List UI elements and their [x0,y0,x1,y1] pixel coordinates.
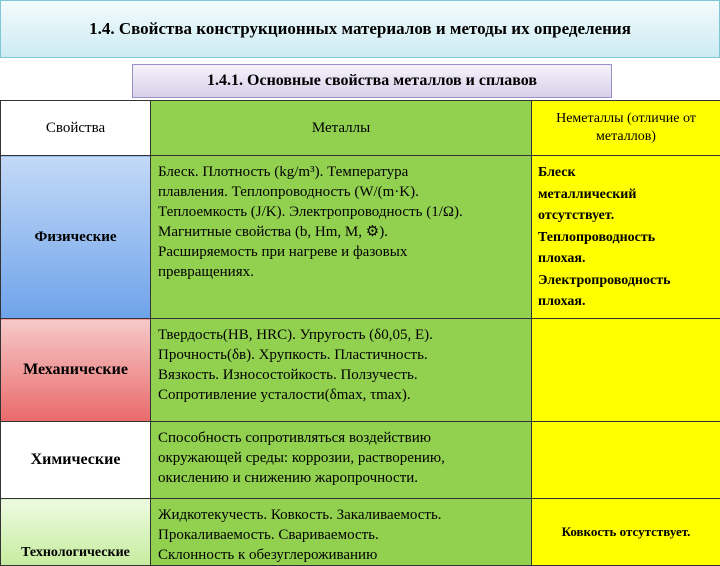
nonmetals-text: Ковкость отсутствует. [562,524,691,539]
category-cell [1,422,151,499]
text-line: Вязкость. Износостойкость. Ползучесть. [158,365,527,385]
metals-cell [151,499,532,566]
text-line: Теплоемкость (J/K). Электропроводность (1/Ω). [158,202,527,222]
page-title: 1.4. Свойства конструкционных материалов и методы их определения [0,0,720,58]
column-header-nonmetals [532,101,720,156]
metals-cell [151,156,532,319]
text-line: превращениях. [158,262,527,282]
text-line: окружающей среды: коррозии, растворению, [158,448,527,468]
category-cell [1,499,151,566]
table-row [1,499,720,566]
nonmetals-cell [532,499,720,566]
nonmetals-cell [532,319,720,422]
text-line: Сопротивление усталости(δmax, τmax). [158,385,527,405]
category-cell [1,319,151,422]
column-header-properties: Свойства [1,101,151,156]
category-label: Химические [31,451,121,468]
text-line: Блеск [538,162,718,184]
text-line: металлический [538,184,718,206]
section-subtitle: 1.4.1. Основные свойства металлов и сплавов [132,64,612,98]
text-line: Жидкотекучесть. Ковкость. Закаливаемость. [158,505,527,525]
text-line: плавления. Теплопроводность (W/(m·K). [158,182,527,202]
text-line: Расширяемость при нагреве и фазовых [158,242,527,262]
text-line: Электропроводность [538,270,718,292]
category-label: Механические [23,361,128,378]
table-row [1,319,720,422]
metals-cell [151,422,532,499]
nonmetals-cell [532,422,720,499]
category-cell [1,156,151,319]
metals-cell [151,319,532,422]
text-line: плохая. [538,248,718,270]
column-header-metals: Металлы [151,101,532,156]
table-row [1,156,720,319]
text-line: плохая. [538,291,718,313]
table-header-row [1,101,720,156]
text-line: Прочность(δв). Хрупкость. Пластичность. [158,345,527,365]
text-line: отсутствует. [538,205,718,227]
text-line: Теплопроводность [538,227,718,249]
properties-table [0,100,720,566]
text-line: Прокаливаемость. Свариваемость. [158,525,527,545]
text-line: окислению и снижению жаропрочности. [158,468,527,488]
category-label: Физические [34,229,116,245]
nonmetals-cell [532,156,720,319]
text-line: Магнитные свойства (b, Hm, M, ⚙). [158,222,527,242]
column-header-nonmetals-text: Неметаллы (отличие от металлов) [556,111,696,144]
category-label: Технологические [21,545,130,560]
text-line: Твердость(HB, HRC). Упругость (δ0,05, E). [158,325,527,345]
text-line: Блеск. Плотность (kg/m³). Температура [158,162,527,182]
text-line: Способность сопротивляться воздействию [158,428,527,448]
table-row [1,422,720,499]
text-line: Склонность к обезуглероживанию [158,545,527,565]
